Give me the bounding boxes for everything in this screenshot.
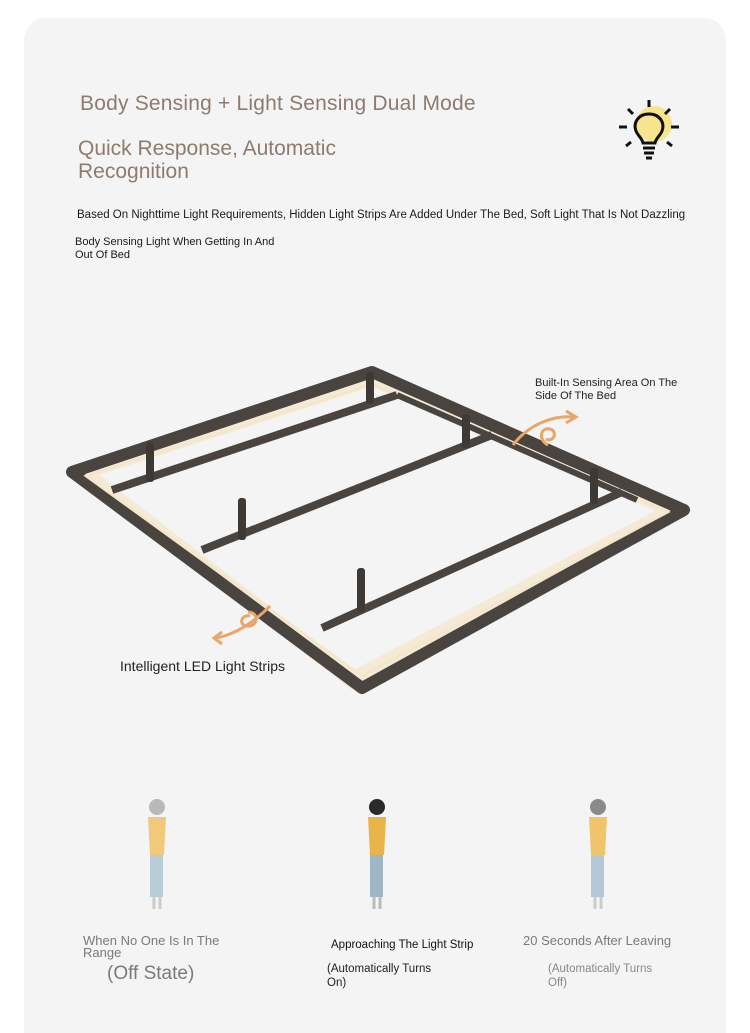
sensing-note: Body Sensing Light When Getting In And Out Of Bed	[75, 236, 275, 261]
description-text: Based On Nighttime Light Requirements, Hidden Light Strips Are Added Under The Bed, Soft Light That Is Not Dazzling	[77, 209, 686, 221]
state-on-title: Approaching The Light Strip	[331, 939, 474, 951]
state-off-title: When No One Is In The Range	[83, 933, 220, 960]
state-auto-off-title: 20 Seconds After Leaving	[523, 933, 672, 948]
side-sensing-callout: Built-In Sensing Area On The Side Of The Bed	[535, 377, 678, 402]
bed-frame-illustration	[62, 360, 702, 700]
standing-person-icon	[136, 795, 176, 915]
led-strip-callout: Intelligent LED Light Strips	[120, 658, 285, 674]
state-on-subtitle: (Automatically Turns On)	[327, 963, 432, 989]
standing-person-icon	[356, 795, 396, 915]
standing-person-icon	[577, 795, 617, 915]
state-auto-off-subtitle: (Automatically Turns Off)	[548, 963, 653, 989]
curved-arrow-icon	[508, 405, 588, 455]
subheadline: Quick Response, Automatic Recognition	[78, 137, 336, 183]
state-off-subtitle: (Off State)	[107, 963, 195, 984]
headline: Body Sensing + Light Sensing Dual Mode	[80, 92, 476, 115]
lightbulb-icon	[614, 96, 684, 176]
curved-arrow-icon	[208, 600, 278, 650]
